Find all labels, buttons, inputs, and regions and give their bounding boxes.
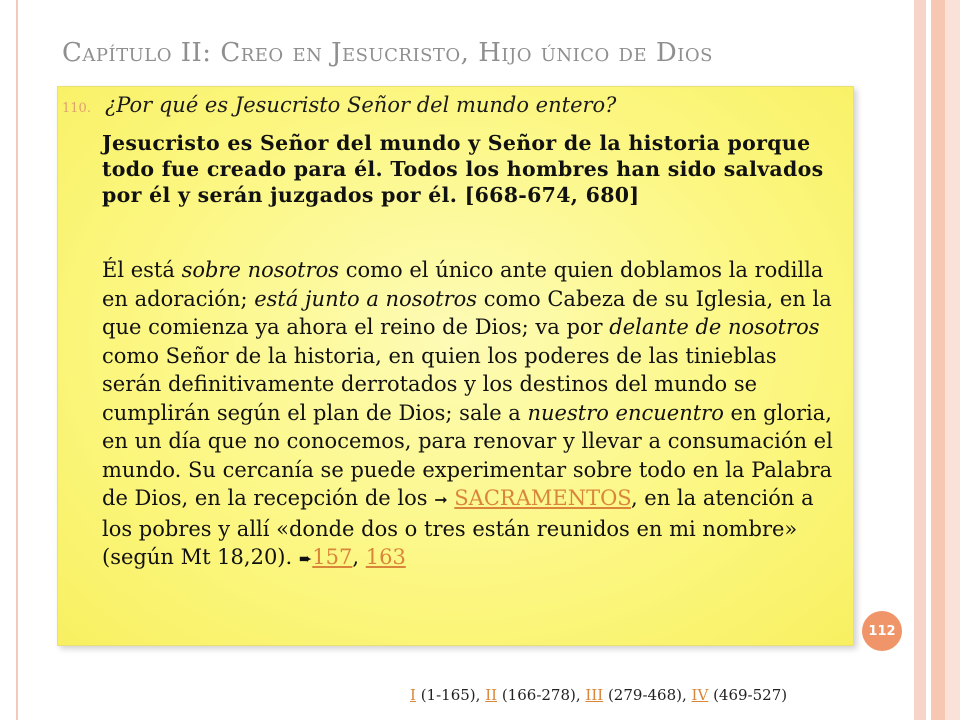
body-segment: en gloria, en un día que no conocemos, para renovar y llevar a consumación el mundo. Su cercanía se puede experimentar sobre todo en la Palabra de Dios, en la recepción de los	[102, 400, 833, 510]
footer-link-part-1[interactable]: I	[410, 686, 416, 704]
slide-title: Capítulo II: Creo en Jesucristo, Hijo único de Dios	[62, 38, 713, 68]
footer-link-part-4[interactable]: IV	[691, 686, 709, 704]
question-number: 110.	[62, 101, 91, 116]
body-text	[102, 256, 842, 574]
left-frame-line	[16, 0, 18, 720]
body-segment: Él está	[102, 258, 182, 282]
footer-range: (469-527)	[708, 686, 788, 704]
body-segment: , en la atención a los pobres y allí «donde dos o tres están reunidos en mi nombre» (según Mt 18,20).	[102, 486, 814, 569]
body-emphasis: está junto a nosotros	[254, 286, 478, 311]
answer-text: Jesucristo es Señor del mundo y Señor de la historia porque todo fue creado para él. Todos los hombres han sido salvados por él y serán juzgados por él. [668-674, 680]	[102, 131, 824, 207]
page-number-badge: 112	[862, 611, 902, 651]
footer-nav	[410, 686, 787, 704]
body-segment: como Cabeza de su Iglesia, en la que comienza ya ahora el reino de Dios; va por	[102, 286, 832, 339]
question	[62, 93, 616, 117]
body-segment: como Señor de la historia, en quien los poderes de las tinieblas serán definitivamente derrotados y los destinos del mundo se cumplirán según el plan de Dios; sale a	[102, 343, 777, 425]
link-163[interactable]: 163	[365, 545, 406, 569]
body-emphasis: sobre nosotros	[181, 258, 340, 282]
footer-link-part-3[interactable]: III	[585, 686, 604, 704]
link-separator: ,	[352, 545, 366, 569]
footer-range: (1-165),	[415, 686, 486, 704]
footer-link-part-2[interactable]: II	[485, 686, 498, 704]
link-157[interactable]: 157	[312, 545, 353, 569]
right-stripe	[914, 0, 926, 720]
right-stripe	[931, 0, 945, 720]
arrow-bold-right-icon: ➨	[298, 549, 313, 568]
link-sacramentos[interactable]: SACRAMENTOS	[454, 486, 631, 510]
footer-range: (166-278),	[497, 686, 586, 704]
body-emphasis: delante de nosotros	[609, 315, 820, 339]
body-emphasis: nuestro encuentro	[527, 400, 724, 425]
arrow-right-icon: ➞	[434, 490, 448, 509]
body-segment: como el único ante quien doblamos la rodilla en adoración;	[102, 258, 824, 311]
right-stripe	[945, 0, 960, 720]
footer-range: (279-468),	[603, 686, 692, 704]
question-text: ¿Por qué es Jesucristo Señor del mundo entero?	[104, 93, 617, 117]
